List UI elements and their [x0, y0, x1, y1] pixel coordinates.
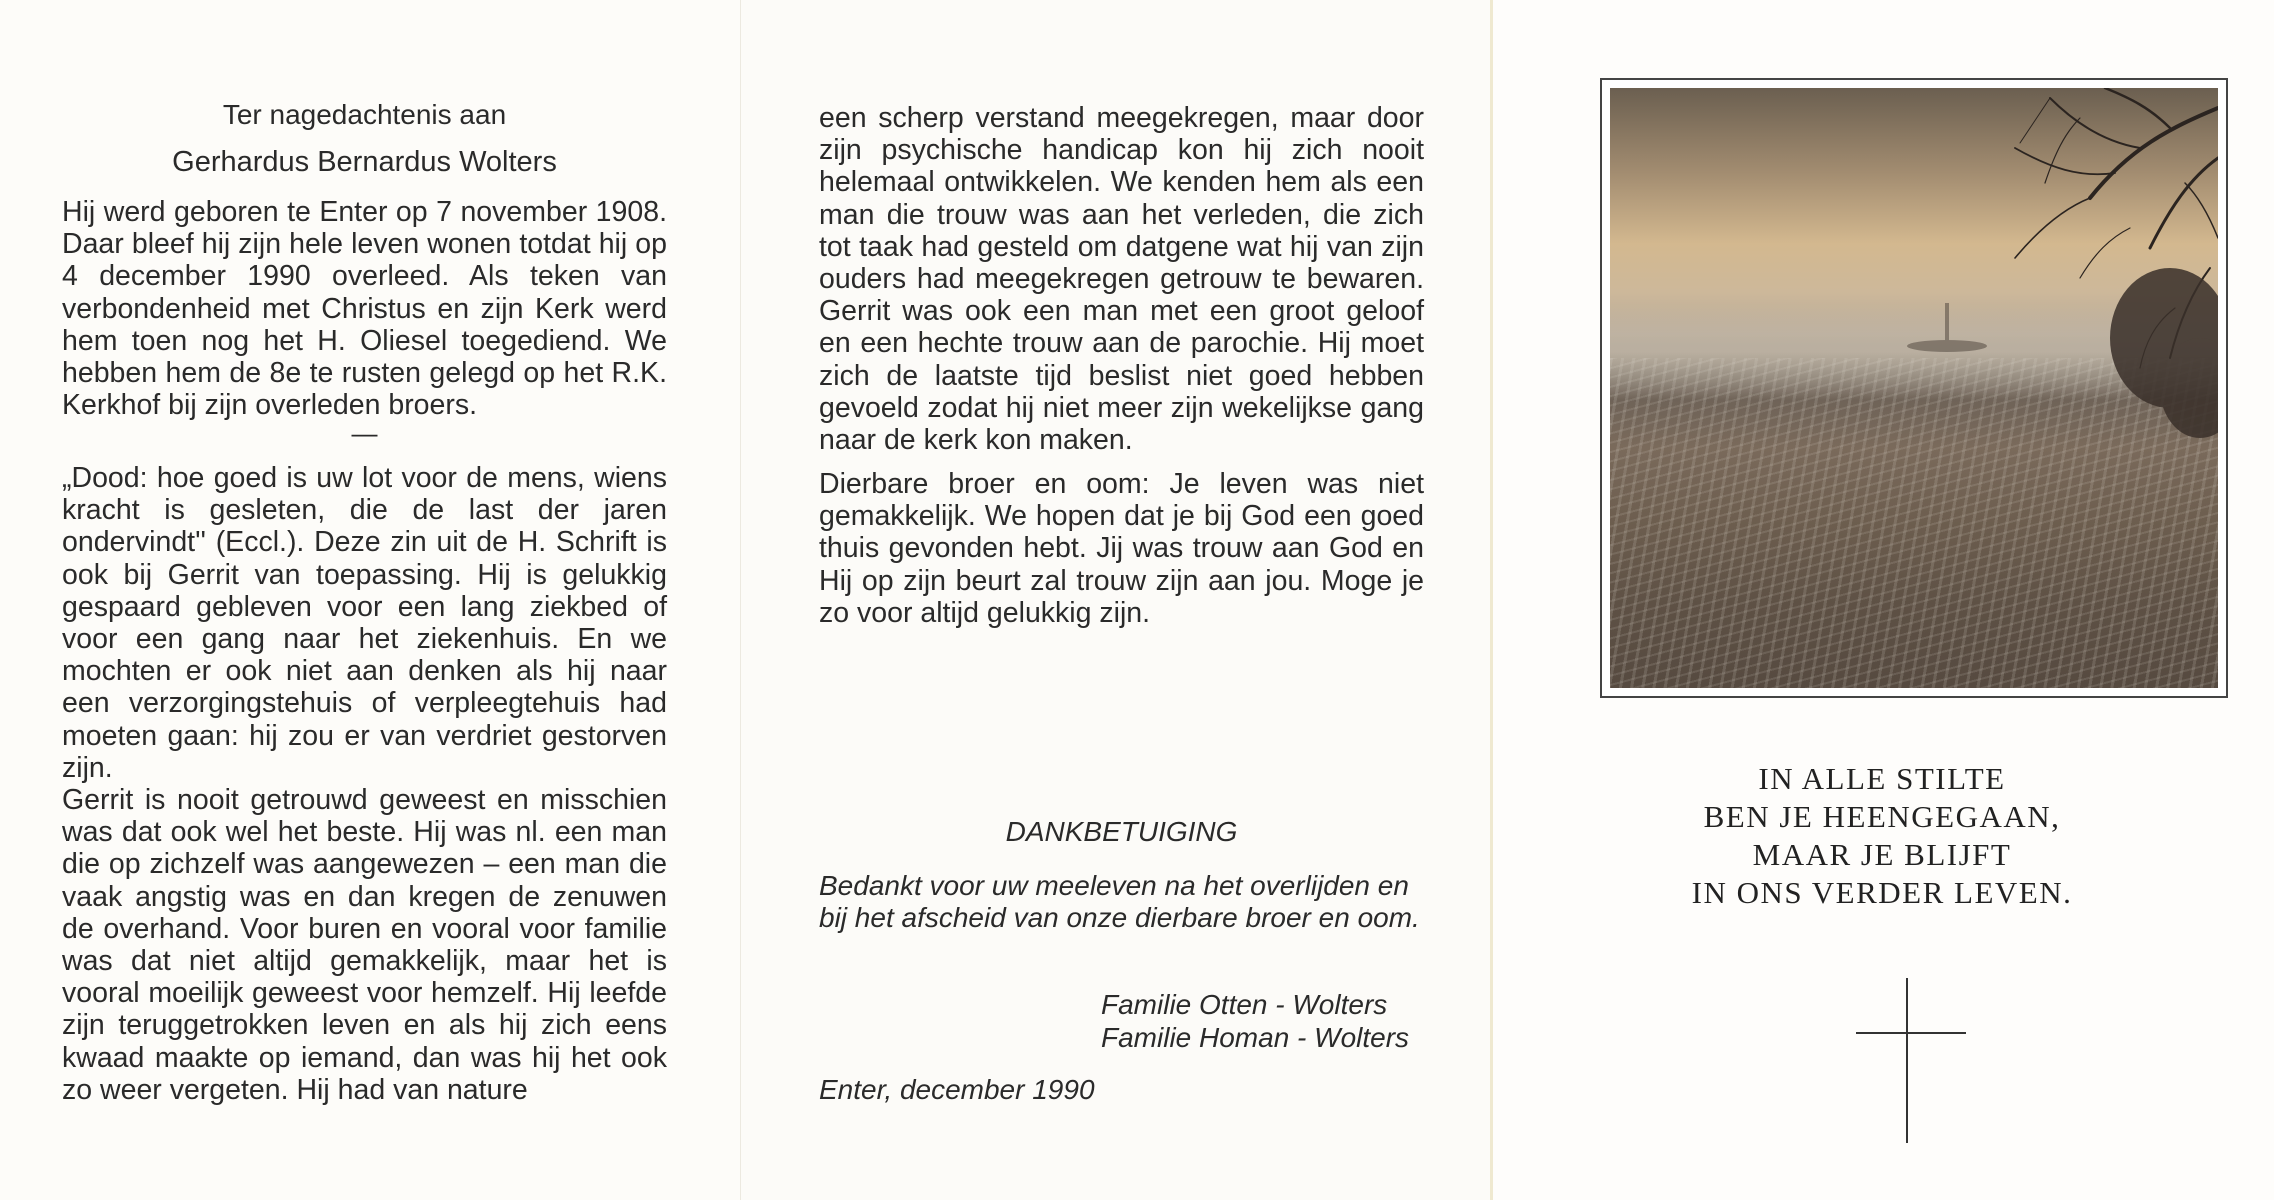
- biography-paragraph-1: Hij werd geboren te Enter op 7 november 1908. Daar bleef hij zijn hele leven wonen totdat hij op 4 december 1990 overleed. Als teken van verbondenheid met Christus en zijn Kerk werd hem toen nog het H. Oliesel toegediend. We hebben hem de 8e te rusten gelegd op het R.K. Kerkhof bij zijn overleden broers.: [62, 196, 667, 422]
- signer-homan: Familie Homan - Wolters: [1101, 1022, 1410, 1053]
- biography-paragraph-2: „Dood: hoe goed is uw lot voor de mens, wiens kracht is gesleten, die de last der jaren ondervindt'' (Eccl.). Deze zin uit de H. Schrift is ook bij Gerrit van toepassing. Hij is gelukkig gespaard gebleven voor een lang ziekbed of voor een gang naar het ziekenhuis. En we mochten er ook niet aan denken als hij naar een verzorgingstehuis of verpleegtehuis had moeten gaan: hij zou er van verdriet gestorven zijn.: [62, 462, 667, 784]
- photo-frame: [1600, 78, 2228, 698]
- left-card-panel: [0, 0, 740, 1200]
- poem-line-4: IN ONS VERDER LEVEN.: [1691, 875, 2073, 910]
- tree-branches-graphic: [1610, 88, 2218, 688]
- cross-horizontal-bar: [1856, 1032, 1966, 1034]
- deceased-name: Gerhardus Bernardus Wolters: [172, 146, 557, 178]
- biography-paragraph-4: een scherp verstand meegekregen, maar door zijn psychische handicap kon hij zich nooit helemaal ontwikkelen. We kenden hem als een man die trouw was aan het verleden, die zich tot taak had gesteld om datgene wat hij van zijn ouders had meegekregen getrouw te bewaren. Gerrit was ook een man met een groot geloof en een hechte trouw aan de parochie. Hij moet zich de laatste tijd beslist niet goed hebben gevoeld zodat hij niet meer zijn wekelijkse gang naar de kerk kon maken.: [819, 102, 1424, 457]
- biography-paragraph-3: Gerrit is nooit getrouwd geweest en misschien was dat ook wel het beste. Hij was nl. een man die op zichzelf was aangewezen – een man die vaak angstig was en dan kregen de zenuwen de overhand. Voor buren en vooral voor familie was dat niet altijd gemakkelijk, maar het is vooral moeilijk geweest voor hemzelf. Hij leefde zijn teruggetrokken leven en als hij zich eens kwaad maakte op iemand, dan was hij het ook zo weer vergeten. Hij had van nature: [62, 784, 667, 1106]
- winter-field-photo: [1610, 88, 2218, 688]
- place-date: Enter, december 1990: [819, 1074, 1095, 1105]
- cross-vertical-bar: [1906, 978, 1908, 1143]
- memorial-poem: [1490, 760, 2274, 912]
- poem-line-3: MAAR JE BLIJFT: [1752, 837, 2012, 872]
- signers-block: [1101, 988, 1421, 1054]
- signer-otten: Familie Otten - Wolters: [1101, 989, 1388, 1020]
- middle-card-panel: [740, 0, 1491, 1200]
- farewell-paragraph: Dierbare broer en oom: Je leven was niet gemakkelijk. We hopen dat je bij God een goed thuis gevonden hebt. Jij was trouw aan God en Hij op zijn beurt zal trouw zijn aan jou. Moge je zo voor altijd gelukkig zijn.: [819, 468, 1424, 629]
- separator-dash: —: [351, 418, 378, 448]
- poem-line-2: BEN JE HEENGEGAAN,: [1703, 799, 2061, 834]
- thanks-message: Bedankt voor uw meeleven na het overlijden en bij het afscheid van onze dierbare broer en oom.: [819, 870, 1420, 933]
- memorial-intro: Ter nagedachtenis aan: [222, 99, 507, 130]
- poem-line-1: IN ALLE STILTE: [1758, 761, 2006, 796]
- right-card-panel: [1490, 0, 2274, 1200]
- thanks-title: DANKBETUIGING: [1005, 816, 1238, 847]
